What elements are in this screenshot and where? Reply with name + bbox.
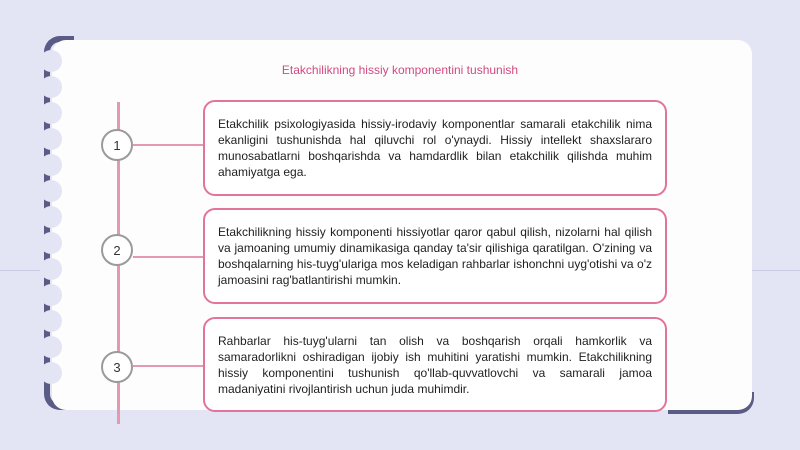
item-text: Rahbarlar his-tuyg'ularni tan olish va boshqarish orqali hamkorlik va samaradorlikni oshiradigan ijobiy ish muhitini yaratishi mumkin. Etakchilikning hissiy komponentini tushunish qo'llab-quvvatlovchi va samarali jamoa madaniyatini rivojlantirish uchun juda muhimdir. (218, 333, 652, 396)
step-number-circle: 3 (101, 351, 133, 383)
timeline-item-box (203, 208, 667, 304)
timeline-connector (133, 144, 204, 146)
item-text: Etakchilik psixologiyasida hissiy-irodaviy komponentlar samarali etakchilik nima ekanligini tushunishda hal qiluvchi rol o'ynaydi. Hissiy intellekt shaxslararo munosabatlarni boshqarishda va hamdardlik bilan etakchilik qilishda muhim ahamiyatga ega. (218, 117, 652, 179)
timeline-connector (133, 256, 204, 258)
notebook-edge (40, 40, 64, 410)
timeline-item-box (203, 100, 667, 196)
step-number-circle: 1 (101, 129, 133, 161)
step-number-circle: 2 (101, 234, 133, 266)
timeline-connector (133, 365, 204, 367)
timeline-item-box (203, 317, 667, 412)
item-text: Etakchilikning hissiy komponenti hissiyotlar qaror qabul qilish, nizolarni hal qilish va jamoaning umumiy dinamikasiga qanday ta'sir qilishiga qaratilgan. O'zining va boshqalarning his-tuyg'ulariga mos keladigan rahbarlar ishonchni uyg'otishi va o'z jamoasini rag'batlantirishi mumkin. (218, 225, 652, 287)
slide-title: Etakchilikning hissiy komponentini tushunish (281, 63, 519, 77)
